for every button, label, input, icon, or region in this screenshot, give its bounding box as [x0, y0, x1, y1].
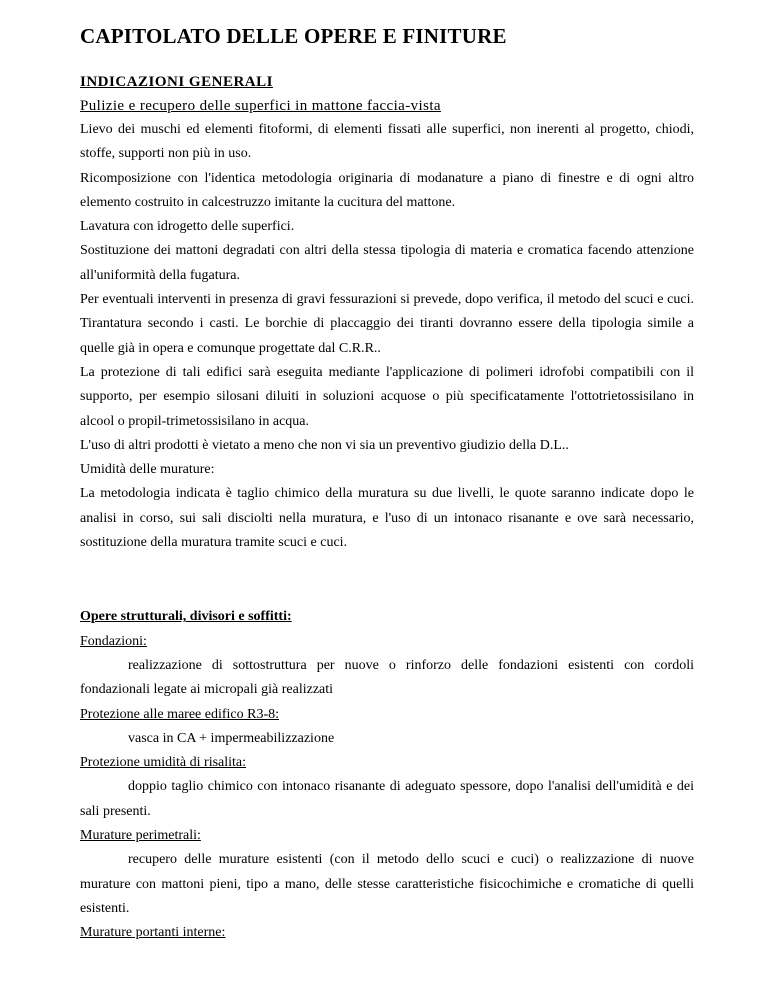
paragraph: Lievo dei muschi ed elementi fitoformi, di elementi fissati alle superfici, non inerenti al progetto, chiodi, stoffe, supporti non più in uso. — [80, 122, 694, 162]
item-text-fondazioni: realizzazione di sottostruttura per nuove o rinforzo delle fondazioni esistenti con cordoli fondazionali legate ai micropali già realizzati — [80, 657, 694, 698]
document-title: CAPITOLATO DELLE OPERE E FINITURE — [80, 24, 507, 48]
item-text-murature-perimetrali: recupero delle murature esistenti (con il metodo dello scuci e cuci) o realizzazione di nuove murature con mattoni pieni, tipo a mano, delle stesse caratteristiche fisicochimiche e cromatiche di quelli esistenti. — [80, 852, 694, 916]
section-heading-structural: Opere strutturali, divisori e soffitti: — [80, 609, 292, 625]
document-body — [80, 70, 694, 946]
item-text-protezione-umidita: doppio taglio chimico con intonaco risanante di adeguato spessore, dopo l'analisi dell'umidità e dei sali presenti. — [80, 779, 694, 819]
item-text-protezione-maree: vasca in CA + impermeabilizzazione — [128, 730, 335, 746]
paragraph: La protezione di tali edifici sarà eseguita mediante l'applicazione di polimeri idrofobi compatibili con il supporto, per esempio silosani diluiti in soluzioni acquose o più specificatamente l'ottotrietossisilano in alcool o propil-trimetossisilano in acqua. — [80, 364, 694, 429]
spacer — [80, 555, 694, 605]
paragraph: L'uso di altri prodotti è vietato a meno che non vi sia un preventivo giudizio della D.L.. — [80, 437, 569, 453]
paragraph: Lavatura con idrogetto delle superfici. — [80, 219, 295, 235]
item-label-murature-portanti: Murature portanti interne: — [80, 925, 226, 941]
item-label-protezione-maree: Protezione alle maree edifico R3-8: — [80, 706, 280, 722]
paragraph: La metodologia indicata è taglio chimico della muratura su due livelli, le quote saranno indicate dopo le analisi in corso, sui sali disciolti nella muratura, e l'uso di un intonaco risanante e ove sarà necessario, sostituzione della muratura tramite scuci e cuci. — [80, 486, 694, 551]
paragraph: Ricomposizione con l'identica metodologia originaria di modanature a piano di finestre e di ogni altro elemento costruito in calcestruzzo imitante la cucitura del mattone. — [80, 170, 694, 210]
item-label-murature-perimetrali: Murature perimetrali: — [80, 828, 201, 844]
section-heading-general: INDICAZIONI GENERALI — [80, 74, 273, 90]
item-label-fondazioni: Fondazioni: — [80, 633, 147, 649]
paragraph: Per eventuali interventi in presenza di gravi fessurazioni si prevede, dopo verifica, il metodo del scuci e cuci. Tirantatura secondo i casti. Le borchie di placcaggio dei tiranti dovranno essere della tipologia simile a quelle già in opera e comunque progettate dal C.R.R.. — [80, 292, 694, 356]
paragraph: Sostituzione dei mattoni degradati con altri della stessa tipologia di materia e cromatica facendo attenzione all'uniformità della fugatura. — [80, 243, 694, 283]
subheading-facade-cleaning: Pulizie e recupero delle superfici in mattone faccia-vista — [80, 98, 441, 114]
paragraph-humidity-label: Umidità delle murature: — [80, 462, 215, 478]
item-label-protezione-umidita: Protezione umidità di risalita: — [80, 755, 247, 771]
